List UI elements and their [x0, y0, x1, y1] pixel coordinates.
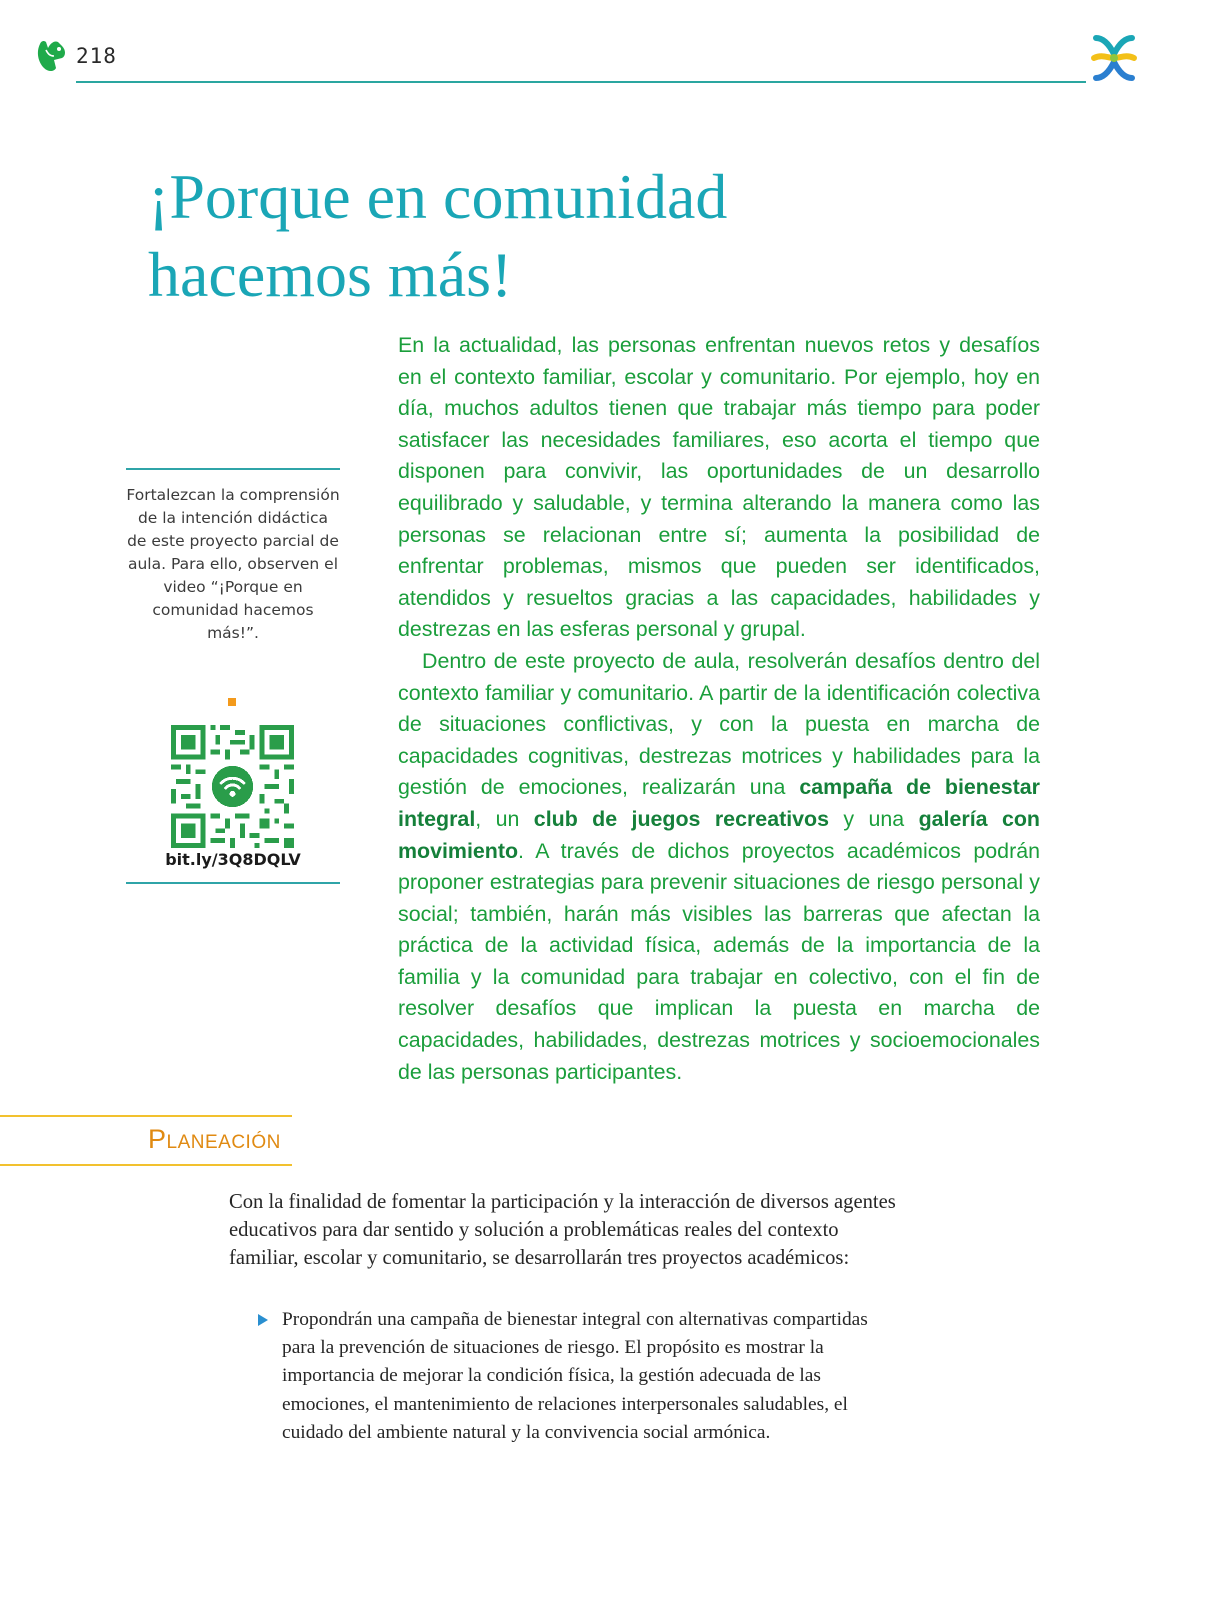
qr-code-icon[interactable] [171, 725, 294, 848]
page-title [148, 158, 727, 314]
header-divider [76, 81, 1086, 83]
video-link[interactable]: bit.ly/3Q8DQLV [165, 850, 301, 869]
section-rule-top [0, 1115, 292, 1117]
intro-paragraph-2-part-a: Dentro de este proyecto de aula, resolverán desafíos dentro del contexto familiar y comunitario. A partir de la identificación colectiva de situaciones conflictivas, y con la puesta en marcha de capacidades cognitivas, destrezas motrices y habilidades para la gestión de emociones, realizarán una [398, 648, 1040, 800]
page-title-line-2: hacemos más! [148, 239, 513, 310]
project-campaign-label: campaña de bienestar integral [398, 775, 1040, 831]
triangle-bullet-icon [258, 1314, 268, 1326]
section-rule-bottom [0, 1164, 292, 1166]
list-item [258, 1306, 878, 1447]
project-list [258, 1306, 878, 1447]
video-sidebar [126, 468, 340, 884]
intro-text [398, 330, 1040, 1088]
intro-paragraph-2-part-c: y una [829, 806, 919, 831]
green-leaf-figure-icon [34, 38, 68, 74]
project-gallery-label: galería con movimiento [398, 806, 1040, 863]
sidebar-note: Fortalezcan la comprensión de la intención didáctica de este proyecto parcial de aula. Para ello, observen el video “¡Porque en comunidad hacemos más!”. [126, 486, 340, 642]
page-title-line-1: ¡Porque en comunidad [148, 161, 728, 232]
orange-square-marker [228, 698, 236, 706]
intro-paragraph-2-part-d: . A través de dichos proyectos académicos podrán proponer estrategias para prevenir situaciones de riesgo personal y social; también, harán más visibles las barreras que afectan la práctica de la actividad física, además de la importancia de la familia y la comunidad para trabajar en colectivo, con el fin de resolver desafíos que implican la puesta en marcha de capacidades, habilidades, destrezas motrices y socioemocionales de las personas participantes. [398, 838, 1040, 1084]
intro-paragraph-2 [398, 646, 1040, 1088]
intro-paragraph-2-part-b: , un [475, 806, 534, 831]
project-club-label: club de juegos recreativos [533, 806, 830, 831]
planning-intro: Con la finalidad de fomentar la participación y la interacción de diversos agentes educativos para dar sentido y solución a problemáticas reales del contexto familiar, escolar y comunitario, se desarrollarán tres proyectos académicos: [229, 1191, 896, 1269]
list-item-text: Propondrán una campaña de bienestar integral con alternativas compartidas para la prevención de situaciones de riesgo. El propósito es mostrar la importancia de mejorar la condición física, la gestión adecuada de las emociones, el mantenimiento de relaciones interpersonales saludables, el cuidado del ambiente natural y la convivencia social armónica. [282, 1309, 868, 1443]
intro-paragraph-1: En la actualidad, las personas enfrentan nuevos retos y desafíos en el contexto familiar, escolar y comunitario. Por ejemplo, hoy en día, muchos adultos tienen que trabajar más tiempo para poder satisfacer las necesidades familiares, eso acorta el tiempo que disponen para convivir, las oportunidades de un desarrollo equilibrado y saludable, y termina alterando la manera como las personas se relacionan entre sí; aumenta la posibilidad de enfrentar problemas, mismos que pueden ser identificados, atendidos y resueltos gracias a las capacidades, habilidades y destrezas en las esferas personal y grupal. [398, 333, 1040, 642]
section-heading: Planeación [148, 1124, 281, 1154]
program-logo-icon [1088, 32, 1140, 84]
page-number: 218 [76, 44, 117, 68]
